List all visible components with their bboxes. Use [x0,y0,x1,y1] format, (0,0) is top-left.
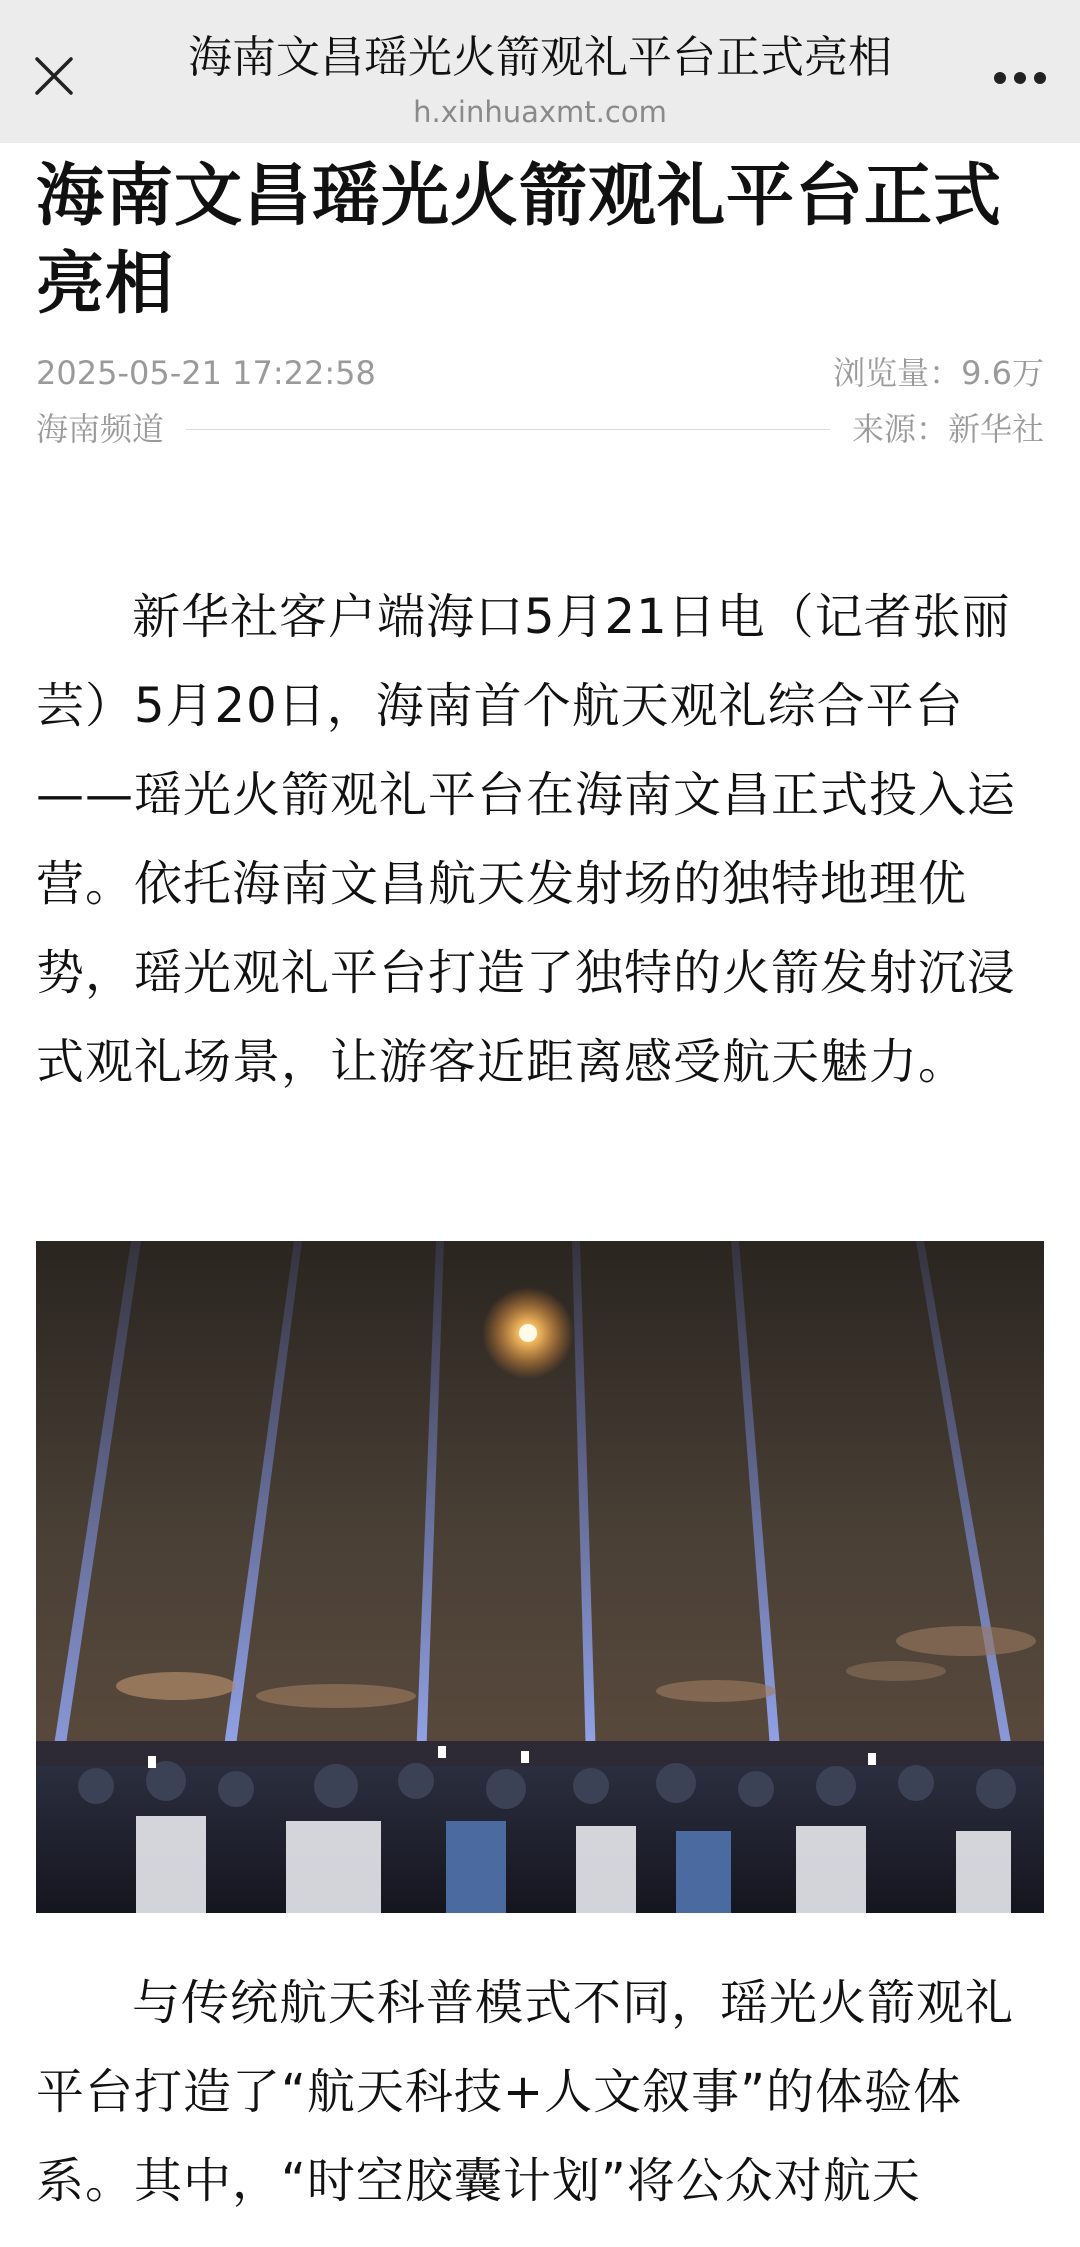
article-headline: 海南文昌瑶光火箭观礼平台正式亮相 [36,157,1003,324]
page-title-bar: 海南文昌瑶光火箭观礼平台正式亮相 [188,32,892,83]
browser-top-bar [0,0,1080,143]
close-button[interactable] [26,48,82,104]
meta-row-source [36,409,1044,449]
divider [186,429,830,430]
publish-datetime: 2025-05-21 17:22:58 [36,354,376,392]
article-paragraph: 与传统航天科普模式不同，瑶光火箭观礼平台打造了“航天科技+人文叙事”的体验体系。其中，“时空胶囊计划”将公众对航天 [36,1975,1015,2209]
rocket-launch-photo [36,1241,1044,1913]
view-count: 浏览量：9.6万 [833,354,1044,392]
more-dots-icon [992,70,1048,86]
article-photo [36,1241,1044,1913]
meta-row-time [36,353,1044,393]
source-label: 来源：新华社 [851,410,1044,448]
close-icon [34,56,74,96]
page-url: h.xinhuaxmt.com [413,95,667,129]
more-button[interactable] [980,50,1060,106]
article-paragraph: 新华社客户端海口5月21日电（记者张丽芸）5月20日，海南首个航天观礼综合平台——瑶光火箭观礼平台在海南文昌正式投入运营。依托海南文昌航天发射场的独特地理优势，瑶光观礼平台打造了独特的火箭发射沉浸式观礼场景，让游客近距离感受航天魅力。 [36,589,1017,1090]
channel-link[interactable]: 海南频道 [36,410,165,448]
